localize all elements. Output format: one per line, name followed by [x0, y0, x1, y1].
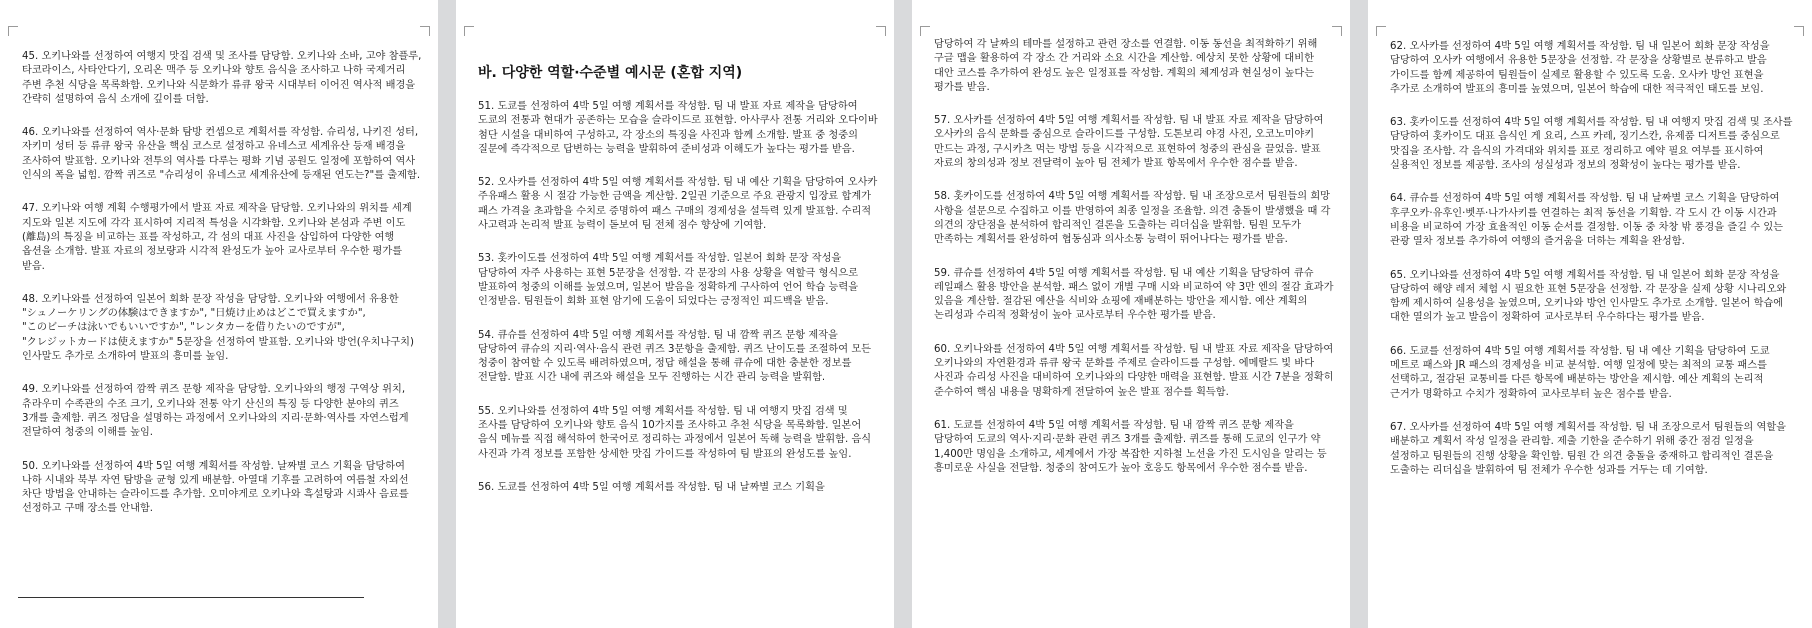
section-heading: 바. 다양한 역할·수준별 예시문 (혼합 지역) — [478, 65, 743, 81]
document-page-1 — [0, 0, 438, 628]
crop-mark — [464, 26, 474, 36]
crop-mark — [1794, 26, 1804, 36]
paragraph-62: 62. 오사카를 선정하여 4박 5일 여행 계획서를 작성함. 팀 내 일본어 회화 문장 작성을 담당하여 오사카 여행에서 유용한 5문장을 선정함. 각 문장을 상황별로 분류하고 발음 가이드를 함께 제공하여 팀원들이 실제로 활용할 수 있도록 도움. 오사카 방언 표현을 추가로 소개하여 발표의 흥미를 높였으며, 일본어 학습에 대한 적극적인 태도를 보임. — [1390, 41, 1770, 95]
document-page-3 — [912, 0, 1350, 628]
paragraph-65: 65. 오키나와를 선정하여 4박 5일 여행 계획서를 작성함. 팀 내 일본어 회화 문장 작성을 담당하여 해양 레저 체험 시 필요한 표현 5문장을 선정함. 각 문장을 실제 상황 시나리오와 함께 제시하여 실용성을 높였으며, 오키나와 방언 인사말도 추가로 소개함. 일본어 학습에 대한 열의가 높고 발음이 정확하여 교사로부터 우수하다는 평가를 받음. — [1390, 269, 1787, 324]
document-page-2 — [456, 0, 894, 628]
paragraph-46: 46. 오키나와를 선정하여 역사·문화 탐방 컨셉으로 계획서를 작성함. 슈리성, 나키진 성터, 자키미 성터 등 류큐 왕국 유산을 핵심 코스로 설정하고 유네스코 세계유산 등재 배경을 조사하여 발표함. 오키나와 전투의 역사를 다루는 평화 기념 공원도 일정에 포함하여 역사 인식의 폭을 넓힘. 깜짝 퀴즈로 "슈리성이 유네스코 세계유산에 등재된 연도는?"를 출제함. — [22, 127, 421, 182]
paragraph-57: 57. 오사카를 선정하여 4박 5일 여행 계획서를 작성함. 팀 내 발표 자료 제작을 담당하여 오사카의 음식 문화를 중심으로 슬라이드를 구성함. 도톤보리 야경 사진, 오코노미야키 만드는 과정, 구시카츠 먹는 방법 등을 시각적으로 표현하여 청중의 관심을 끌었음. 발표 자료의 창의성과 정보 전달력이 높아 팀 전체가 발표 항목에서 우수한 점수를 받음. — [934, 115, 1324, 170]
crop-mark — [920, 26, 930, 36]
paragraph-61: 61. 도쿄를 선정하여 4박 5일 여행 계획서를 작성함. 팀 내 깜짝 퀴즈 문항 제작을 담당하여 도쿄의 역사·지리·문화 관련 퀴즈 3개를 출제함. 퀴즈를 통해 도쿄의 인구가 약 1,400만 명임을 소개하고, 세계에서 가장 복잡한 지하철 노선을 가진 도시임을 알리는 등 흥미로운 사실을 전달함. 청중의 참여도가 높아 호응도 항목에서 우수한 점수를 받음. — [934, 419, 1327, 474]
paragraph-64: 64. 큐슈를 선정하여 4박 5일 여행 계획서를 작성함. 팀 내 날짜별 코스 기획을 담당하여 후쿠오카·유후인·벳푸·나가사키를 연결하는 최적 동선을 기획함. 각 도시 간 이동 시간과 비용을 비교하여 가장 효율적인 이동 순서를 결정함. 이동 중 차창 밖 풍경을 즐길 수 있는 관광 열차 정보를 추가하여 여행의 즐거움을 더하는 계획을 완성함. — [1390, 193, 1784, 248]
paragraph-52: 52. 오사카를 선정하여 4박 5일 여행 계획서를 작성함. 팀 내 예산 기획을 담당하여 오사카 주유패스 활용 시 절감 가능한 금액을 계산함. 2일권 기준으로 주요 관광지 입장료 합계가 패스 가격을 초과함을 수치로 증명하여 패스 구매의 경제성을 설득력 있게 발표함. 수리적 사고력과 논리적 발표 능력이 돋보여 팀 전체 점수 향상에 기여함. — [478, 177, 878, 232]
crop-mark — [420, 26, 430, 36]
paragraph-45: 45. 오키나와를 선정하여 여행지 맛집 검색 및 조사를 담당함. 오키나와 소바, 고야 참플루, 타코라이스, 사타안다기, 오리온 맥주 등 오키나와 향토 음식을 조사하고 나하 국제거리 주변 추천 식당을 목록화함. 오키나와 식문화가 류큐 왕국 시대부터 이어진 역사적 배경을 간략히 설명하여 음식 소개에 깊이를 더함. — [22, 51, 422, 105]
paragraph-49: 49. 오키나와를 선정하여 깜짝 퀴즈 문항 제작을 담당함. 오키나와의 행정 구역상 위치, 츄라우미 수족관의 수조 크기, 오키나와 전통 악기 산신의 특징 등 다양한 분야의 퀴즈 3개를 출제함. 퀴즈 정답을 설명하는 과정에서 오키나와의 지리·문화·역사를 자연스럽게 전달하여 청중의 이해를 높임. — [22, 384, 409, 439]
paragraph-59: 59. 큐슈를 선정하여 4박 5일 여행 계획서를 작성함. 팀 내 예산 기획을 담당하여 큐슈 레일패스 활용 방안을 분석함. 패스 없이 개별 구매 시와 비교하여 약 3만 엔의 절감 효과가 있음을 계산함. 절감된 예산을 식비와 쇼핑에 재배분하는 방안을 제시함. 예산 계획의 논리성과 수리적 정확성이 높아 교사로부터 우수한 평가를 받음. — [934, 267, 1334, 322]
paragraph-50: 50. 오키나와를 선정하여 4박 5일 여행 계획서를 작성함. 날짜별 코스 기획을 담당하여 나하 시내와 북부 자연 탐방을 균형 있게 배분함. 아열대 기후를 고려하여 여름철 자외선 차단 방법을 안내하는 슬라이드를 추가함. 오미야게로 오키나와 흑설탕과 시콰사 음료를 선정하고 구매 장소를 안내함. — [22, 460, 409, 515]
paragraph-56-continued: 담당하여 각 날짜의 테마를 설정하고 관련 장소를 연결함. 이동 동선을 최적화하기 위해 구글 맵을 활용하여 각 장소 간 거리와 소요 시간을 계산함. 예상치 못한 상황에 대비한 대안 코스를 추가하여 완성도 높은 일정표를 작성함. 계획의 체계성과 현실성이 높다는 평가를 받음. — [934, 39, 1318, 93]
document-page-4 — [1368, 0, 1812, 628]
paragraph-56-start: 56. 도쿄를 선정하여 4박 5일 여행 계획서를 작성함. 팀 내 날짜별 코스 기획을 — [478, 481, 825, 493]
crop-mark — [1332, 26, 1342, 36]
paragraph-53: 53. 홋카이도를 선정하여 4박 5일 여행 계획서를 작성함. 일본어 회화 문장 작성을 담당하여 자주 사용하는 표현 5문장을 선정함. 각 문장의 사용 상황을 역할극 형식으로 발표하여 청중의 이해를 높였으며, 일본어 발음을 정확하게 구사하여 언어 학습 능력을 인정받음. 팀원들이 회화 표현 암기에 도움이 되었다는 긍정적인 피드백을 받음. — [478, 253, 859, 308]
paragraph-58: 58. 홋카이도를 선정하여 4박 5일 여행 계획서를 작성함. 팀 내 조장으로서 팀원들의 희망 사항을 설문으로 수집하고 이를 반영하여 최종 일정을 조율함. 의견 충돌이 발생했을 때 각 의견의 장단점을 분석하여 합리적인 결론을 도출하는 리더십을 발휘함. 팀원 모두가 만족하는 계획서를 완성하여 협동심과 의사소통 능력이 뛰어나다는 평가를 받음. — [934, 191, 1331, 246]
paragraph-66: 66. 도쿄를 선정하여 4박 5일 여행 계획서를 작성함. 팀 내 예산 기획을 담당하여 도쿄 메트로 패스와 JR 패스의 경제성을 비교 분석함. 여행 일정에 맞는 최적의 교통 패스를 선택하고, 절감된 교통비를 다른 항목에 배분하는 방안을 제시함. 예산 계획의 논리적 근거가 명확하고 수치가 정확하여 교사로부터 높은 점수를 받음. — [1390, 345, 1770, 400]
paragraph-54: 54. 큐슈를 선정하여 4박 5일 여행 계획서를 작성함. 팀 내 깜짝 퀴즈 문항 제작을 담당하여 큐슈의 지리·역사·음식 관련 퀴즈 3문항을 출제함. 퀴즈 난이도를 조절하여 모든 청중이 참여할 수 있도록 배려하였으며, 정답 해설을 통해 큐슈에 대한 충분한 정보를 전달함. 발표 시간 내에 퀴즈와 해설을 모두 진행하는 시간 관리 능력을 발휘함. — [478, 329, 872, 384]
paragraph-63: 63. 홋카이도를 선정하여 4박 5일 여행 계획서를 작성함. 팀 내 여행지 맛집 검색 및 조사를 담당하여 홋카이도 대표 음식인 게 요리, 스프 카레, 징기스칸, 유제품 디저트를 중심으로 맛집을 조사함. 각 음식의 가격대와 위치를 표로 정리하고 예약 필요 여부를 표시하여 실용적인 정보를 제공함. 조사의 성실성과 정보의 정확성이 높다는 평가를 받음. — [1390, 117, 1793, 172]
paragraph-51: 51. 도쿄를 선정하여 4박 5일 여행 계획서를 작성함. 팀 내 발표 자료 제작을 담당하여 도쿄의 전통과 현대가 공존하는 모습을 슬라이드로 표현함. 아사쿠사 전통 거리와 오다이바 첨단 시설을 대비하여 구성하고, 각 장소의 특징을 사진과 함께 소개함. 발표 중 청중의 질문에 즉각적으로 답변하는 능력을 발휘하여 준비성과 이해도가 높다는 평가를 받음. — [478, 101, 878, 155]
crop-mark — [8, 26, 18, 36]
footnote-separator — [18, 597, 364, 598]
paragraph-67: 67. 오사카를 선정하여 4박 5일 여행 계획서를 작성함. 팀 내 조장으로서 팀원들의 역할을 배분하고 계획서 작성 일정을 관리함. 제출 기한을 준수하기 위해 중간 점검 일정을 설정하고 팀원들의 진행 상황을 확인함. 팀원 간 의견 충돌을 중재하고 합리적인 결론을 도출하는 리더십을 발휘하여 팀 전체가 우수한 성과를 거두는 데 기여함. — [1390, 421, 1787, 476]
paragraph-47: 47. 오키나와 여행 계획 수행평가에서 발표 자료 제작을 담당함. 오키나와의 위치를 세계 지도와 일본 지도에 각각 표시하여 지리적 특성을 시각화함. 오키나와 본섬과 주변 이도(離島)의 특징을 비교하는 표를 작성하고, 각 섬의 대표 사진을 삽입하여 다양한 여행 옵션을 소개함. 발표 자료의 정보량과 시각적 완성도가 높아 교사로부터 우수한 평가를 받음. — [22, 203, 412, 272]
paragraph-60: 60. 오키나와를 선정하여 4박 5일 여행 계획서를 작성함. 팀 내 발표 자료 제작을 담당하여 오키나와의 자연환경과 류큐 왕국 문화를 주제로 슬라이드를 구성함. 에메랄드 빛 바다 사진과 슈리성 사진을 대비하여 오키나와의 다양한 매력을 표현함. 발표 시간 7분을 정확히 준수하여 핵심 내용을 명확하게 전달하여 높은 발표 점수를 획득함. — [934, 343, 1334, 398]
crop-mark — [876, 26, 886, 36]
paragraph-55: 55. 오키나와를 선정하여 4박 5일 여행 계획서를 작성함. 팀 내 여행지 맛집 검색 및 조사를 담당하여 오키나와 향토 음식 10가지를 조사하고 추천 식당을 목록화함. 일본어 음식 메뉴를 직접 해석하여 한국어로 정리하는 과정에서 일본어 독해 능력을 발휘함. 음식 사진과 가격 정보를 포함한 상세한 맛집 가이드를 작성하여 팀 발표의 완성도를 높임. — [478, 405, 872, 460]
paragraph-48: 48. 오키나와를 선정하여 일본어 회화 문장 작성을 담당함. 오키나와 여행에서 유용한 "シュノーケリングの体験はできますか", "日焼け止めはどこで買えますか", "このビーチは泳いでもいいですか", "レンタカーを借りたいのですが", "クレジットカードは使えますか" 5문장을 선정하여 발표함. 오키나와 방언(우치나구치) 인사말도 추가로 소개하여 발표의 흥미를 높임. — [22, 293, 414, 363]
crop-mark — [1376, 26, 1386, 36]
